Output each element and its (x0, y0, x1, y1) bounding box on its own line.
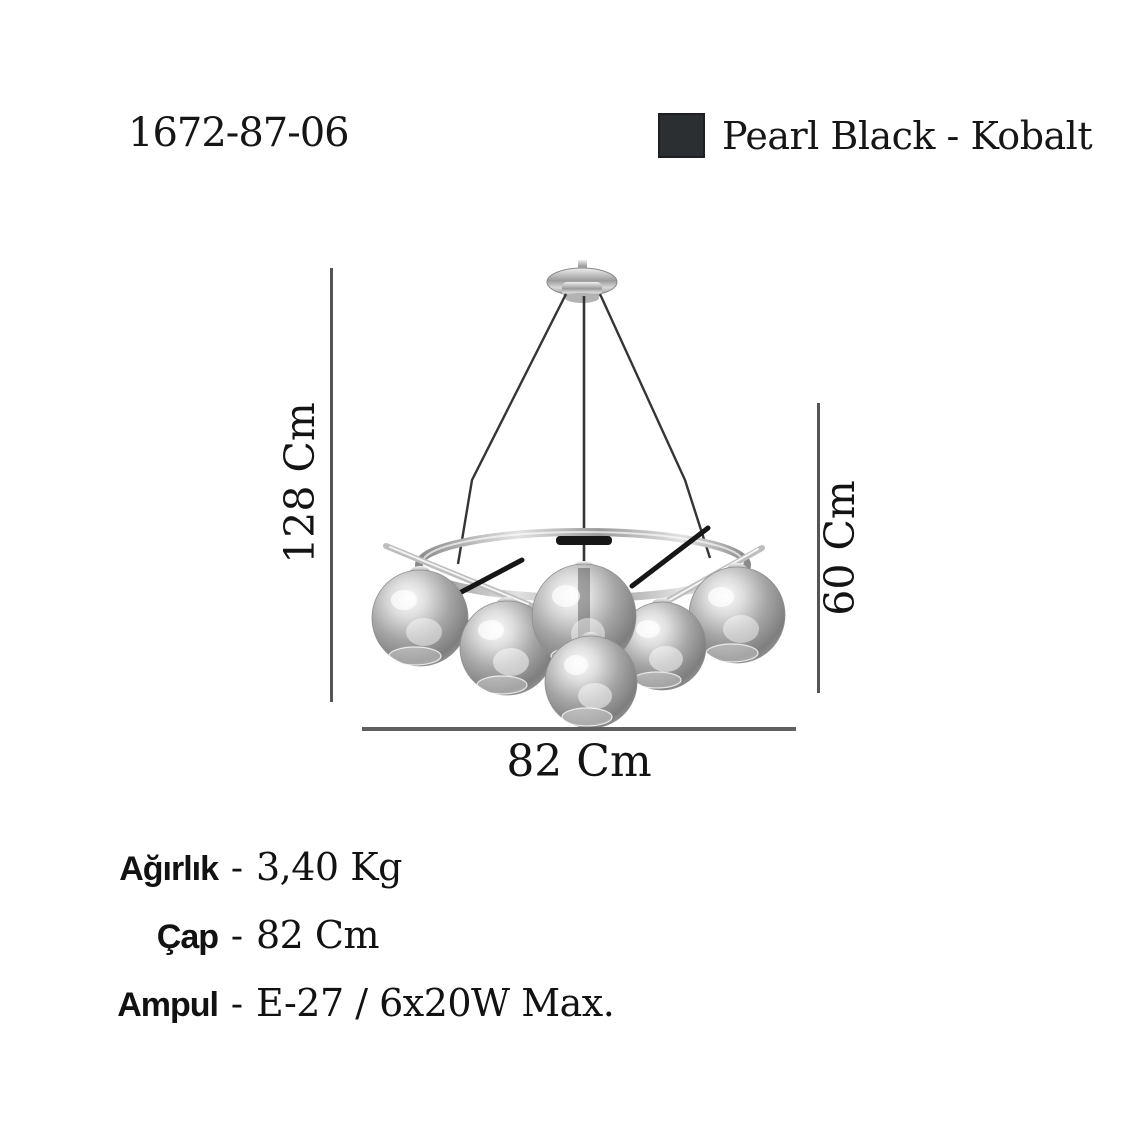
spec-separator: - (230, 916, 244, 957)
spec-separator: - (230, 984, 244, 1025)
spec-value-diameter: 82 Cm (256, 913, 380, 957)
spec-label-diameter: Çap (156, 918, 218, 956)
spec-value-weight: 3,40 Kg (256, 845, 402, 889)
color-name-label: Pearl Black - Kobalt (722, 114, 1093, 158)
spec-row-bulb (92, 981, 614, 1031)
globe (372, 566, 468, 666)
spec-row-diameter (92, 913, 379, 963)
dimension-line-total-height (330, 268, 333, 702)
total-height-label: 128 Cm (276, 402, 324, 564)
body-height-label: 60 Cm (816, 480, 864, 616)
spec-label-weight: Ağırlık (119, 850, 218, 888)
spec-label-bulb: Ampul (117, 986, 218, 1024)
glass-globes (372, 561, 785, 728)
product-code: 1672-87-06 (128, 110, 349, 156)
ceiling-canopy (547, 260, 617, 303)
spec-value-bulb: E-27 / 6x20W Max. (256, 981, 615, 1025)
spec-row-weight (92, 845, 402, 895)
chandelier-image (300, 250, 860, 750)
color-swatch (658, 113, 705, 158)
dimension-line-diameter (362, 727, 796, 731)
diameter-label: 82 Cm (506, 736, 652, 787)
spec-separator: - (230, 848, 244, 889)
